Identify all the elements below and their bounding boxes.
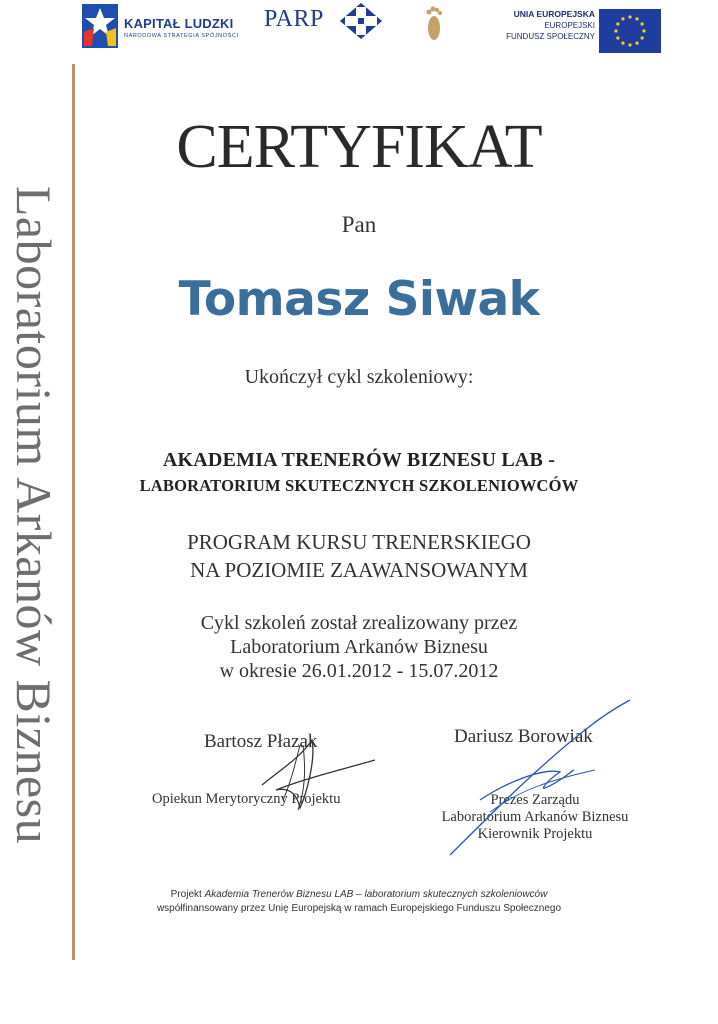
eu-star-icon [641,36,644,39]
parp-logo [264,2,384,42]
completion-text: Ukończył cykl szkoleniowy: [244,366,474,388]
eu-line2: EUROPEJSKI [544,21,595,30]
academy-title-line1: AKADEMIA TRENERÓW BIZNESU LAB - [162,449,556,471]
right-signatory-role1: Prezes Zarządu [490,792,580,808]
program-line1: PROGRAM KURSU TRENERSKIEGO [187,530,531,554]
right-signatory-roles [430,792,640,843]
right-signatory-role2: Laboratorium Arkanów Biznesu [441,809,629,825]
eu-star-icon [621,17,624,20]
eu-star-icon [616,22,619,25]
kapital-ludzki-emblem-icon [80,2,120,50]
footprint-icon [424,4,444,44]
side-banner [0,70,68,960]
eu-star-icon [621,42,624,45]
kapital-ludzki-title: KAPITAŁ LUDZKI [124,16,234,31]
eu-star-icon [641,22,644,25]
cycle-line1: Cykl szkoleń został zrealizowany przez [200,612,518,634]
eu-line3: FUNDUSZ SPOŁECZNY [506,32,595,41]
side-divider-line [72,64,75,960]
recipient-name: Tomasz Siwak [178,272,540,327]
eu-star-icon [614,29,617,32]
eu-flag-icon [599,9,661,53]
program-line2: NA POZIOMIE ZAAWANSOWANYM [190,558,528,582]
side-vertical-text: Laboratorium Arkanów Biznesu [6,185,62,845]
salutation: Pan [341,212,377,237]
footprint-logo [424,4,474,48]
left-signatory-name: Bartosz Płazak [204,731,318,752]
right-signatory-name: Dariusz Borowiak [454,726,593,747]
eu-star-icon [642,29,645,32]
parp-label: PARP [264,6,324,32]
kapital-ludzki-logo [80,2,240,54]
academy-title-line2: LABORATORIUM SKUTECZNYCH SZKOLENIOWCÓW [139,476,579,495]
eu-line1: UNIA EUROPEJSKA [513,9,595,19]
left-signatory-role: Opiekun Merytoryczny Projektu [152,791,341,807]
eu-star-icon [635,17,638,20]
eu-star-icon [628,15,631,18]
cycle-line2: Laboratorium Arkanów Biznesu [230,636,488,658]
eu-star-icon [635,42,638,45]
kapital-ludzki-subtitle: NARODOWA STRATEGIA SPÓJNOŚCI [124,33,239,39]
eu-star-icon [628,43,631,46]
right-signatory-role3: Kierownik Projektu [477,826,593,842]
certificate-title: CERTYFIKAT [176,113,542,181]
parp-diamond-icon [339,2,383,40]
footer-line1-prefix: Projekt [170,889,205,900]
eu-star-icon [616,36,619,39]
footer-line1 [0,889,718,900]
cycle-period: w okresie 26.01.2012 - 15.07.2012 [219,660,499,682]
footer-line1-project: Akademia Trenerów Biznesu LAB – laboratorium skutecznych szkoleniowców [204,889,548,900]
eu-logo [500,9,665,57]
footer-line2: współfinansowany przez Unię Europejską w ramach Europejskiego Funduszu Społecznego [156,903,562,914]
